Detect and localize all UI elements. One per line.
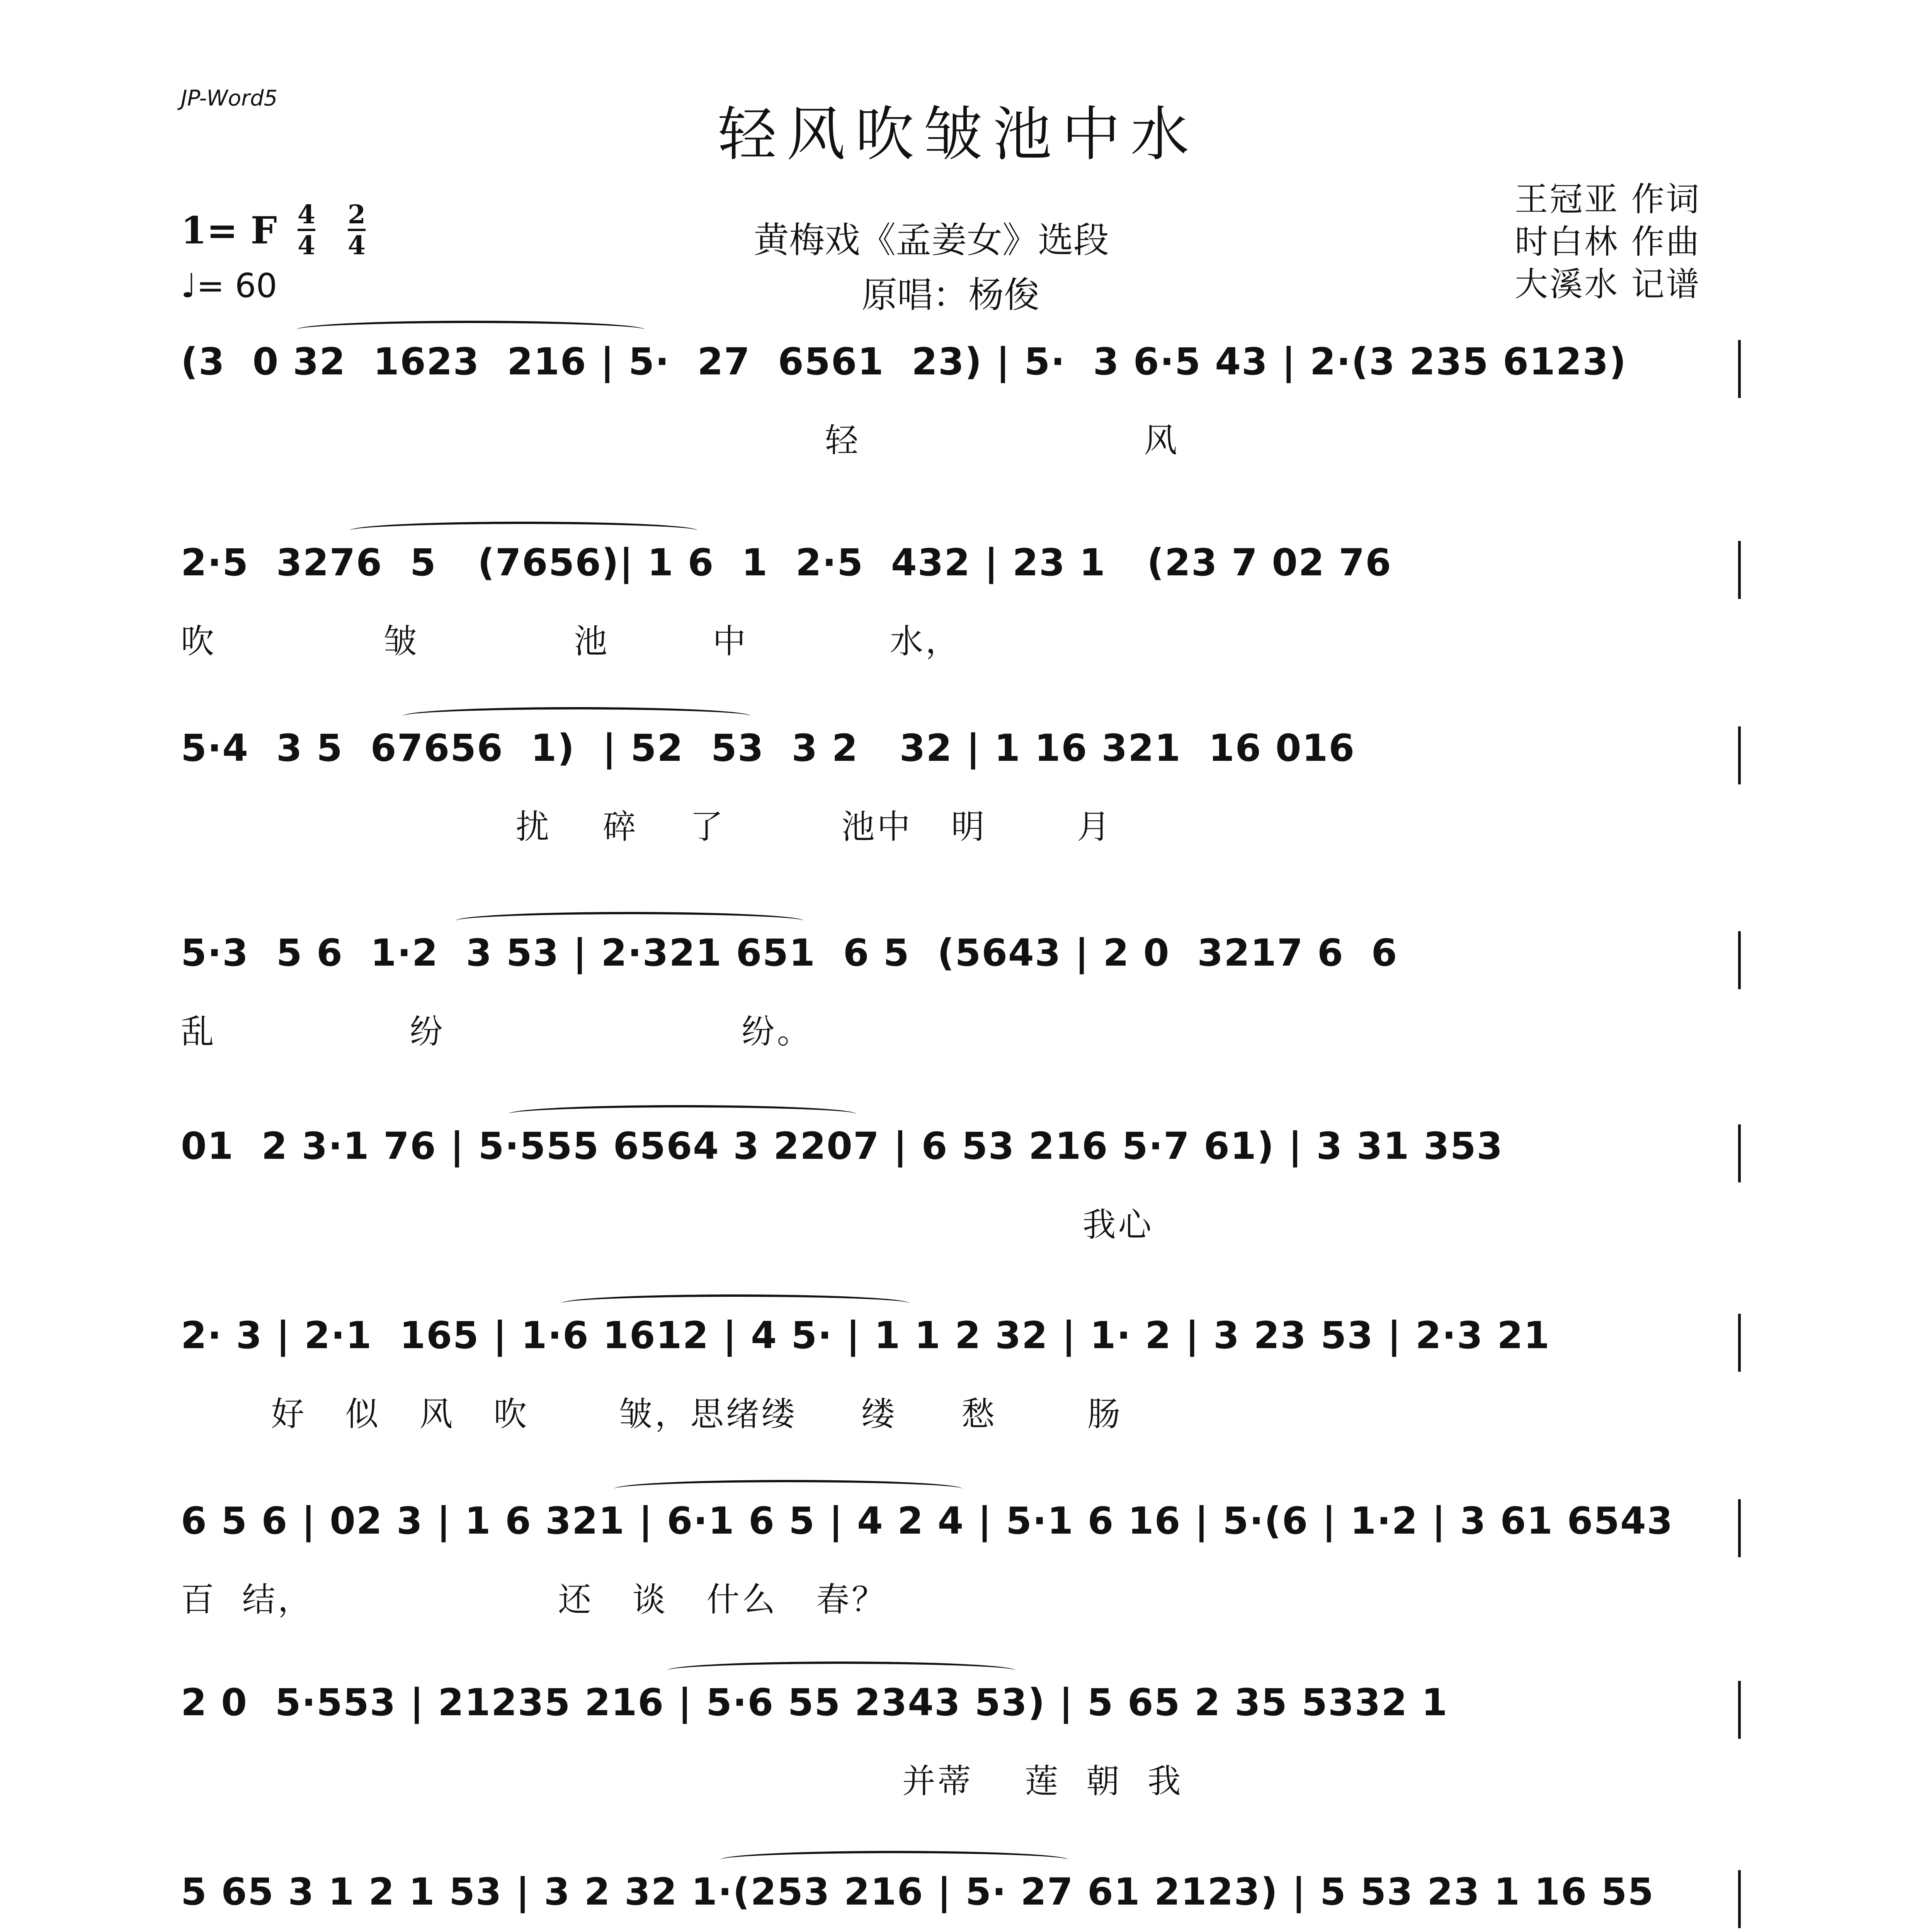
meter-top: 2 [348,199,366,230]
bar-line [1738,1314,1741,1372]
lyrics-line: 扰 碎 了 池中 明 月 [181,808,1112,846]
notation-line: 5·3 5 6 1·2 3 53 | 2·321 651 6 5 (5643 | 2 0 3217 6 6 [181,931,1398,975]
time-signature-2-4 [348,201,366,259]
time-signature-4-4 [298,201,315,259]
slur-arc [614,1480,962,1498]
notation-line: 6 5 6 | 02 3 | 1 6 321 | 6·1 6 5 | 4 2 4 | 5·1 6 16 | 5·(6 | 1·2 | 3 61 6543 [181,1499,1674,1543]
bar-line [1738,541,1741,599]
credit-lyricist: 王冠亚 作词 [1515,180,1701,219]
bar-line [1738,1124,1741,1182]
bar-line [1738,340,1741,398]
bar-line [1738,931,1741,989]
lyrics-line: 轻 风 [181,421,1180,460]
notation-line: 2· 3 | 2·1 165 | 1·6 1612 | 4 5· | 1 1 2 32 | 1· 2 | 3 23 53 | 2·3 21 [181,1314,1550,1357]
bar-line [1738,1681,1741,1739]
software-label: JP-Word5 [181,86,278,111]
original-singer: 原唱：杨俊 [862,274,1040,316]
bar-line [1738,726,1741,784]
meter-bottom: 4 [298,230,315,260]
lyrics-line: 好 似 风 吹 皱，思绪缕 缕 愁 肠 [181,1395,1123,1434]
key-signature: 1= F [181,209,277,252]
slur-arc [509,1105,856,1123]
song-title: 轻风吹皱池中水 [718,100,1199,168]
credit-transcriber: 大溪水 记谱 [1515,265,1701,304]
lyrics-line: 吹 皱 池 中 水， [181,622,961,661]
notation-line: (3 0 32 1623 216 | 5· 27 6561 23) | 5· 3 6·5 43 | 2·(3 235 6123) [181,340,1627,383]
bar-line [1738,1870,1741,1928]
notation-line: 2 0 5·553 | 21235 216 | 5·6 55 2343 53) | 5 65 2 35 5332 1 [181,1681,1448,1724]
lyrics-line: 并蒂 莲 朝 我 [181,1762,1183,1801]
slur-arc [403,707,750,725]
slur-arc [456,912,803,930]
notation-line: 5 65 3 1 2 1 53 | 3 2 32 1·(253 216 | 5· 27 61 2123) | 5 53 23 1 16 55 [181,1870,1655,1913]
slur-arc [720,1851,1068,1869]
meter-top: 4 [298,199,315,230]
slur-arc [667,1662,1015,1679]
lyrics-line: 百 结， 还 谈 什么 春？ [181,1580,888,1619]
slur-arc [561,1294,909,1312]
slur-arc [350,522,697,539]
notation-line: 2·5 3276 5 (7656)| 1 6 1 2·5 432 | 23 1 (23 7 02 76 [181,541,1392,584]
lyrics-line: 乱 纷 纷。 [181,1012,813,1051]
bar-line [1738,1499,1741,1557]
meter-bottom: 4 [348,230,366,260]
slur-arc [297,321,645,338]
lyrics-line: 我心 [181,1206,1154,1244]
credit-composer: 时白林 作曲 [1515,223,1701,261]
tempo-marking: ♩= 60 [181,267,277,305]
subtitle: 黄梅戏《孟姜女》选段 [754,219,1109,261]
notation-line: 01 2 3·1 76 | 5·555 6564 3 2207 | 6 53 216 5·7 61) | 3 31 353 [181,1124,1504,1168]
notation-line: 5·4 3 5 67656 1) | 52 53 3 2 32 | 1 16 321 16 016 [181,726,1356,770]
